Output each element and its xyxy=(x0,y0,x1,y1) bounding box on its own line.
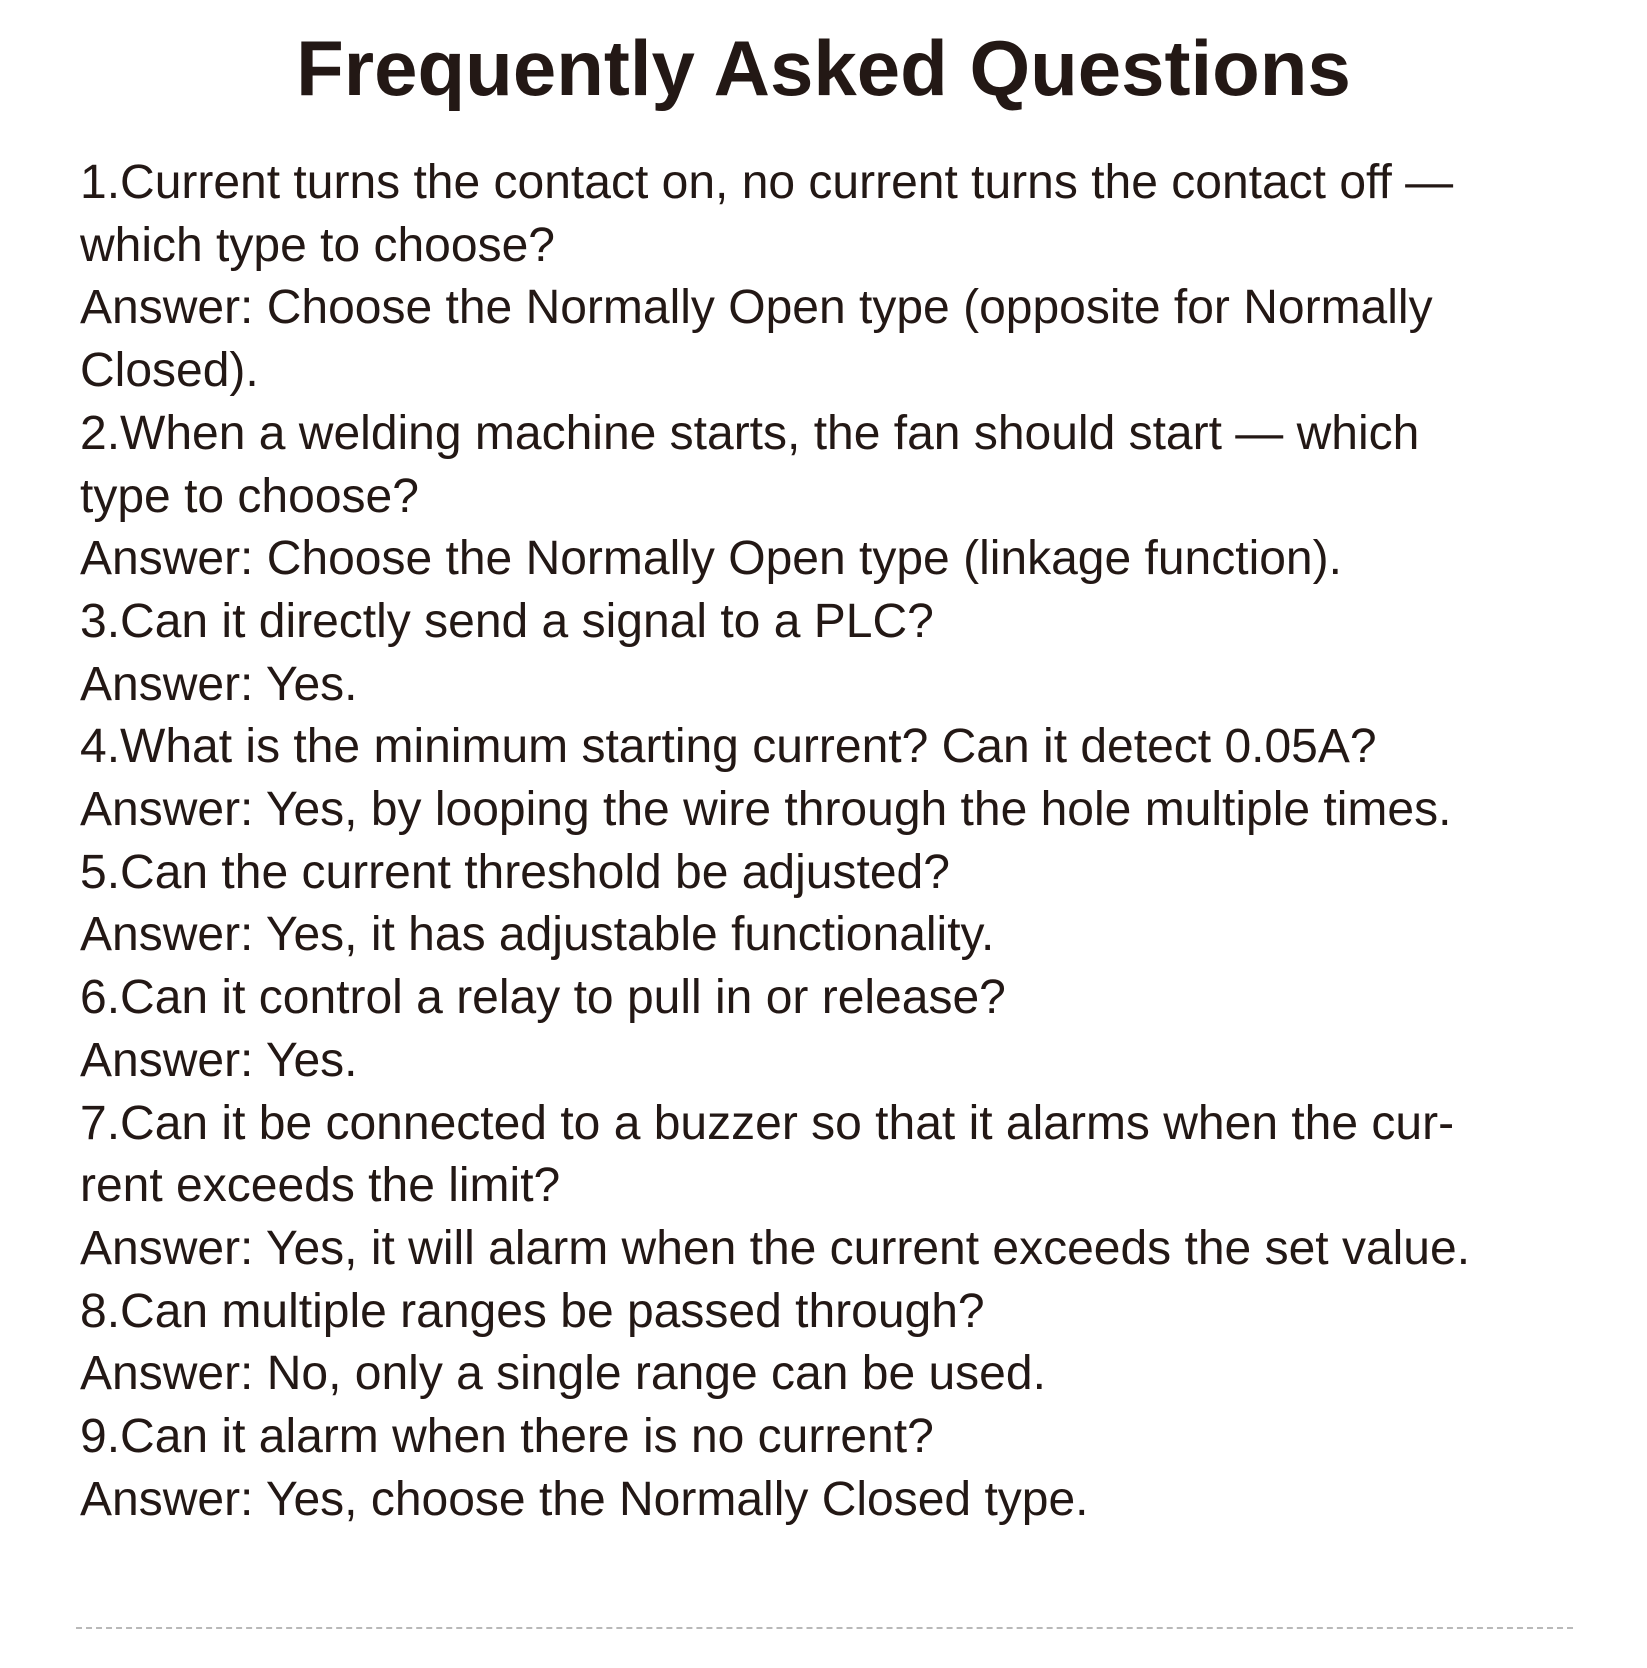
dashed-divider xyxy=(76,1627,1573,1629)
page-title: Frequently Asked Questions xyxy=(296,24,1351,112)
faq-6-question-line-1: 6.Can it control a relay to pull in or release? xyxy=(80,971,1006,1025)
faq-2-answer-line-1: Answer: Choose the Normally Open type (linkage function). xyxy=(80,532,1342,586)
faq-2-question-line-1: 2.When a welding machine starts, the fan should start — which xyxy=(80,406,1420,460)
faq-7-answer-line-1: Answer: Yes, it will alarm when the current exceeds the set value. xyxy=(80,1221,1471,1275)
faq-9-answer-line-1: Answer: Yes, choose the Normally Closed type. xyxy=(80,1472,1089,1526)
faq-4-answer-line-1: Answer: Yes, by looping the wire through the hole multiple times. xyxy=(80,783,1452,837)
faq-5-question-line-1: 5.Can the current threshold be adjusted? xyxy=(80,845,950,899)
faq-1-question-line-2: which type to choose? xyxy=(80,218,555,272)
faq-1-answer-line-1: Answer: Choose the Normally Open type (opposite for Normally xyxy=(80,281,1433,335)
faq-1-answer-line-2: Closed). xyxy=(80,344,259,398)
faq-7-question-line-1: 7.Can it be connected to a buzzer so that it alarms when the cur- xyxy=(80,1096,1455,1150)
faq-3-answer-line-1: Answer: Yes. xyxy=(80,657,358,711)
faq-1-question-line-1: 1.Current turns the contact on, no current turns the contact off — xyxy=(80,156,1454,209)
faq-3-question-line-1: 3.Can it directly send a signal to a PLC? xyxy=(80,594,934,648)
faq-4-question-line-1: 4.What is the minimum starting current? Can it detect 0.05A? xyxy=(80,720,1377,774)
faq-9-question-line-1: 9.Can it alarm when there is no current? xyxy=(80,1410,934,1464)
faq-2-question-line-2: type to choose? xyxy=(80,469,419,523)
faq-6-answer-line-1: Answer: Yes. xyxy=(80,1033,358,1087)
faq-5-answer-line-1: Answer: Yes, it has adjustable functionality. xyxy=(80,908,995,962)
faq-8-question-line-1: 8.Can multiple ranges be passed through? xyxy=(80,1284,985,1338)
faq-7-question-line-2: rent exceeds the limit? xyxy=(80,1159,561,1213)
faq-list xyxy=(80,152,1620,1531)
faq-8-answer-line-1: Answer: No, only a single range can be used. xyxy=(80,1347,1046,1401)
